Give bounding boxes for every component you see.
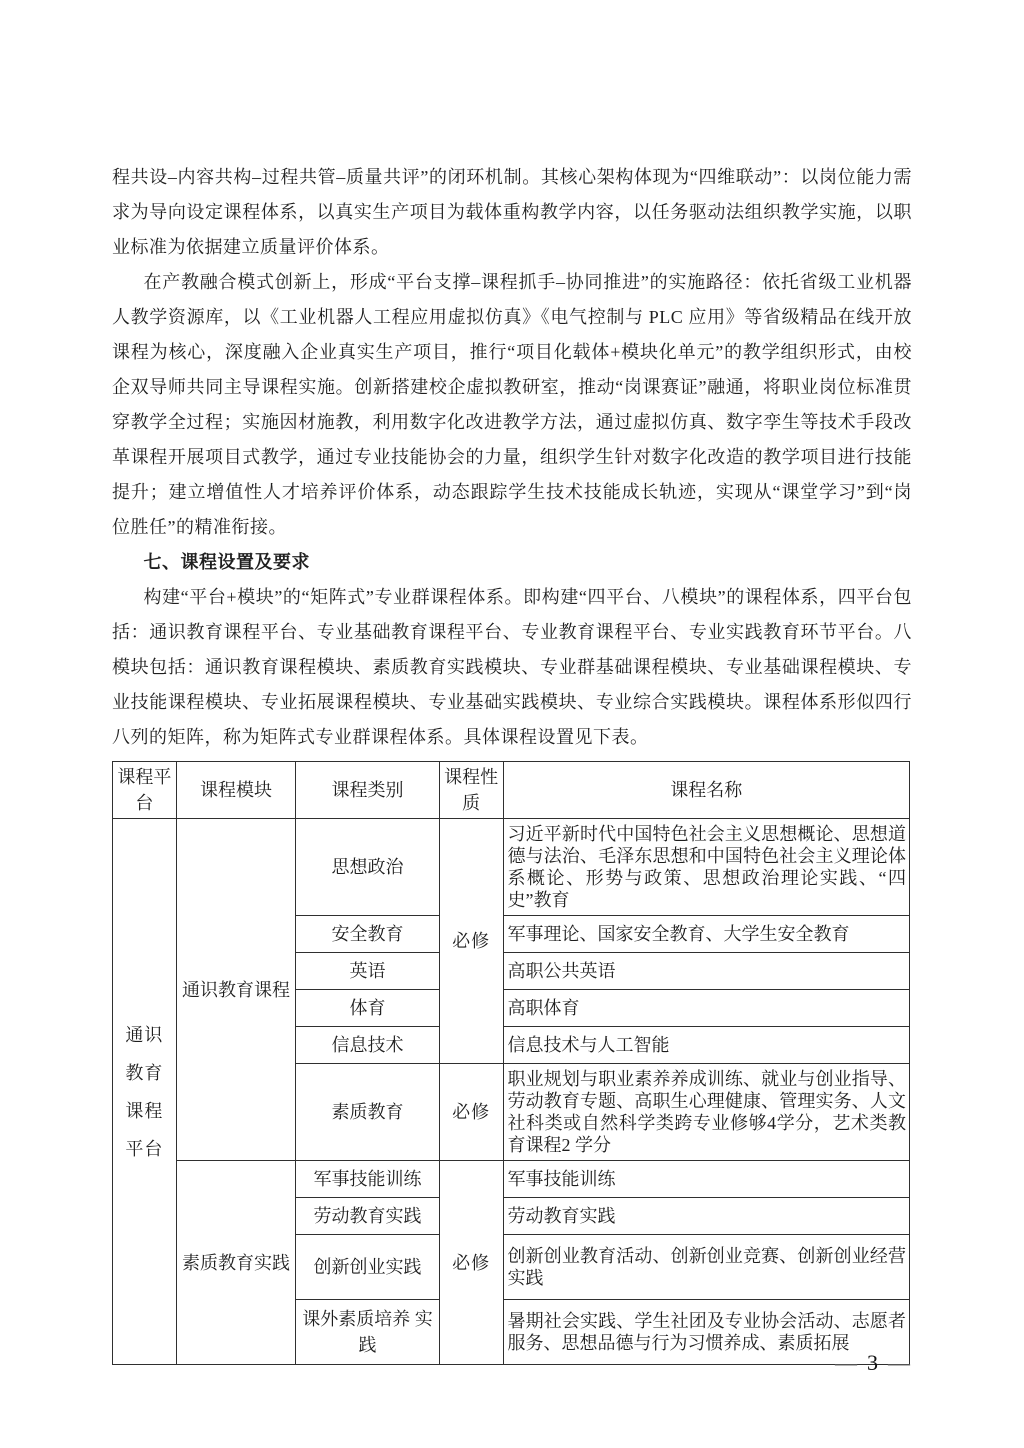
footer-dash-right: — xyxy=(888,1350,910,1375)
content-area xyxy=(112,160,912,1365)
platform-line: 平台 xyxy=(125,1138,164,1159)
nature-cell: 必修 xyxy=(439,819,503,1064)
category-cell: 课外素质培养 实践 xyxy=(296,1300,439,1365)
course-name-cell: 军事技能训练 xyxy=(503,1161,910,1198)
paragraph-industry-education-integration: 在产教融合模式创新上，形成“平台支撑–课程抓手–协同推进”的实施路径：依托省级工业机器人教学资源库，以《工业机器人工程应用虚拟仿真》《电气控制与 PLC 应用》等省级精品在线开放课程为核心，深度融入企业真实生产项目，推行“项目化载体+模块化单元”的教学组织形式，由校企双导师共同主导课程实施。创新搭建校企虚拟教研室，推动“岗课赛证”融通，将职业岗位标准贯穿教学全过程；实施因材施教，利用数字化改进教学方法，通过虚拟仿真、数字孪生等技术手段改革课程开展项目式教学，通过专业技能协会的力量，组织学生针对数字化改造的教学项目进行技能提升；建立增值性人才培养评价体系，动态跟踪学生技术技能成长轨迹，实现从“课堂学习”到“岗位胜任”的精准衔接。 xyxy=(112,272,912,537)
footer-page-number: 3 xyxy=(867,1350,878,1375)
course-setup-table xyxy=(112,761,910,1365)
page-footer xyxy=(835,1350,910,1376)
module-cell-general-education: 通识教育课程 xyxy=(176,819,296,1161)
header-course-platform: 课程平台 xyxy=(113,762,177,819)
header-course-module: 课程模块 xyxy=(176,762,296,819)
category-cell: 劳动教育实践 xyxy=(296,1198,439,1235)
module-cell-quality-education-practice: 素质教育实践 xyxy=(176,1161,296,1365)
platform-cell xyxy=(113,819,177,1365)
platform-line: 课程 xyxy=(125,1100,164,1121)
course-name-cell: 创新创业教育活动、创新创业竞赛、创新创业经营实践 xyxy=(503,1235,910,1300)
footer-dash-left: — xyxy=(835,1350,857,1375)
course-name-cell: 习近平新时代中国特色社会主义思想概论、思想道德与法治、毛泽东思想和中国特色社会主义理论体系概论、形势与政策、思想政治理论实践、“四史”教育 xyxy=(503,819,910,916)
table-row xyxy=(113,819,910,916)
table-row xyxy=(113,1161,910,1198)
platform-line: 通识 xyxy=(125,1024,164,1045)
course-name-cell: 高职公共英语 xyxy=(503,953,910,990)
category-cell: 创新创业实践 xyxy=(296,1235,439,1300)
category-cell: 体育 xyxy=(296,990,439,1027)
section-heading-curriculum: 七、课程设置及要求 xyxy=(143,552,310,572)
category-cell: 素质教育 xyxy=(296,1064,439,1161)
category-cell: 军事技能训练 xyxy=(296,1161,439,1198)
table-header-row xyxy=(113,762,910,819)
paragraph-curriculum-system: 构建“平台+模块”的“矩阵式”专业群课程体系。即构建“四平台、八模块”的课程体系，四平台包括：通识教育课程平台、专业基础教育课程平台、专业教育课程平台、专业实践教育环节平台。八模块包括：通识教育课程模块、素质教育实践模块、专业群基础课程模块、专业基础课程模块、专业技能课程模块、专业拓展课程模块、专业基础实践模块、专业综合实践模块。课程体系形似四行八列的矩阵，称为矩阵式专业群课程体系。具体课程设置见下表。 xyxy=(112,587,912,747)
course-name-cell: 暑期社会实践、学生社团及专业协会活动、志愿者服务、思想品德与行为习惯养成、素质拓展 xyxy=(503,1300,910,1365)
platform-line: 教育 xyxy=(125,1062,164,1083)
course-name-cell: 高职体育 xyxy=(503,990,910,1027)
header-course-category: 课程类别 xyxy=(296,762,439,819)
paragraph-continuation: 程共设–内容共构–过程共管–质量共评”的闭环机制。其核心架构体现为“四维联动”：以岗位能力需求为导向设定课程体系，以真实生产项目为载体重构教学内容，以任务驱动法组织教学实施，以职业标准为依据建立质量评价体系。 xyxy=(112,167,912,257)
header-course-name: 课程名称 xyxy=(503,762,910,819)
header-course-nature: 课程性质 xyxy=(439,762,503,819)
nature-cell: 必修 xyxy=(439,1064,503,1161)
category-cell: 安全教育 xyxy=(296,916,439,953)
nature-cell: 必修 xyxy=(439,1161,503,1365)
category-cell: 英语 xyxy=(296,953,439,990)
course-name-cell: 信息技术与人工智能 xyxy=(503,1027,910,1064)
course-name-cell: 职业规划与职业素养养成训练、就业与创业指导、劳动教育专题、高职生心理健康、管理实务、人文社科类或自然科学类跨专业修够4学分，艺术类教育课程2 学分 xyxy=(503,1064,910,1161)
category-cell: 思想政治 xyxy=(296,819,439,916)
course-name-cell: 军事理论、国家安全教育、大学生安全教育 xyxy=(503,916,910,953)
course-name-cell: 劳动教育实践 xyxy=(503,1198,910,1235)
category-cell: 信息技术 xyxy=(296,1027,439,1064)
